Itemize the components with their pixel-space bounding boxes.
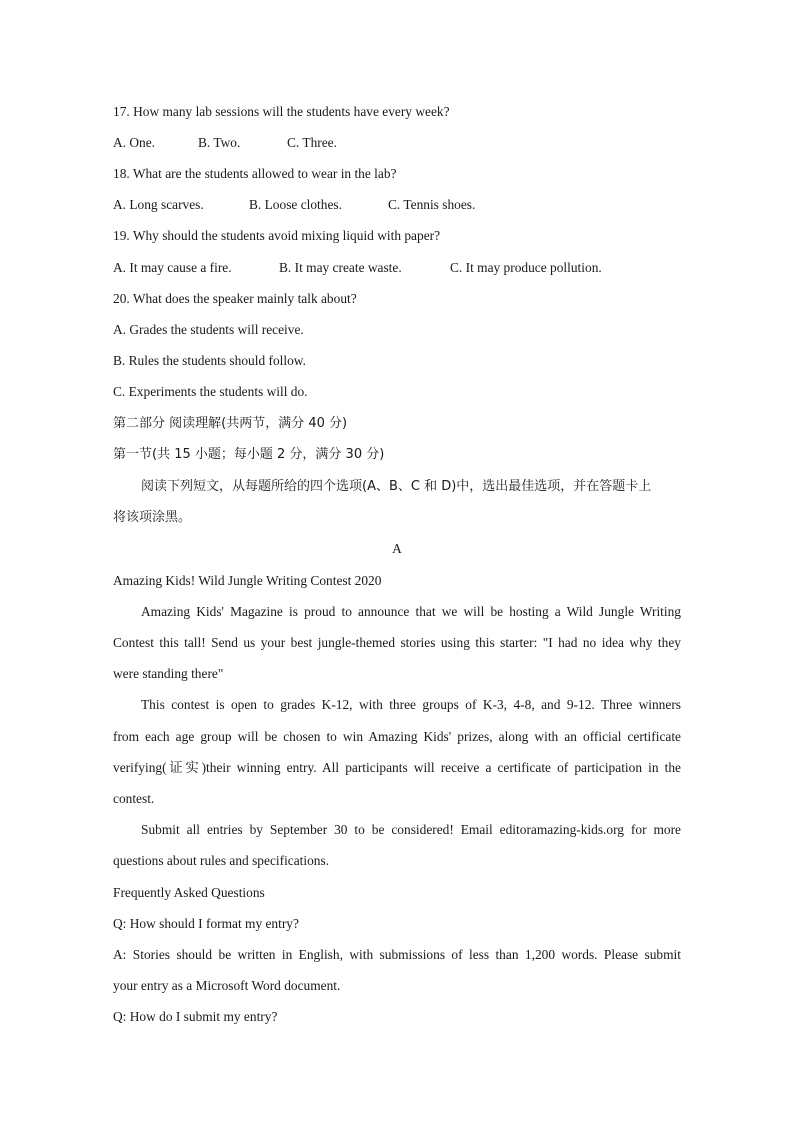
question-20-option-b: B. Rules the students should follow. [113,353,306,368]
question-20: 20. What does the speaker mainly talk about? [113,291,357,306]
faq-question-1: Q: How should I format my entry? [113,916,299,931]
option-b: B. Loose clothes. [249,197,342,212]
option-c: C. Three. [287,135,337,150]
question-19: 19. Why should the students avoid mixing liquid with paper? [113,228,441,243]
question-18: 18. What are the students allowed to wear in the lab? [113,166,397,181]
faq-answer-1-line-1: A: Stories should be written in English, with submissions of less than 1,200 words. Please submit [113,947,681,962]
option-b: B. Two. [198,135,241,150]
passage-letter: A [392,541,402,556]
paragraph-2-line-2: from each age group will be chosen to win Amazing Kids' prizes, along with an official certificate [113,729,681,744]
option-c: C. Tennis shoes. [388,197,476,212]
question-17-options [113,134,337,152]
faq-heading: Frequently Asked Questions [113,885,265,900]
paragraph-3-line-1: Submit all entries by September 30 to be considered! Email editoramazing-kids.org for more [141,822,681,837]
part2-heading: 第二部分 阅读理解(共两节，满分 40 分) [113,416,348,431]
paragraph-1-line-3: were standing there" [113,666,224,681]
paragraph-2-line-3: verifying(证实)their winning entry. All participants will receive a certificate of participation in the [113,760,681,775]
faq-question-2: Q: How do I submit my entry? [113,1009,278,1024]
question-17: 17. How many lab sessions will the students have every week? [113,104,450,119]
option-b: B. It may create waste. [279,260,402,275]
question-19-options [113,259,602,277]
paragraph-1-line-1: Amazing Kids' Magazine is proud to announce that we will be hosting a Wild Jungle Writing [141,604,681,619]
paragraph-1-line-2: Contest this tall! Send us your best jungle-themed stories using this starter: "I had no idea why they [113,635,681,650]
option-c: C. It may produce pollution. [450,260,602,275]
option-a: A. Long scarves. [113,197,204,212]
paragraph-3-line-2: questions about rules and specifications. [113,853,330,868]
question-20-option-a: A. Grades the students will receive. [113,322,304,337]
question-18-options [113,196,475,214]
option-a: A. It may cause a fire. [113,260,232,275]
section1-heading: 第一节(共 15 小题；每小题 2 分，满分 30 分) [113,447,385,462]
option-a: A. One. [113,135,156,150]
instructions-line-2: 将该项涂黑。 [113,510,192,525]
passage-title: Amazing Kids! Wild Jungle Writing Contest 2020 [113,573,382,588]
instructions-line-1: 阅读下列短文，从每题所给的四个选项(A、B、C 和 D)中，选出最佳选项，并在答题卡上 [141,479,652,494]
question-20-option-c: C. Experiments the students will do. [113,384,308,399]
paragraph-2-line-1: This contest is open to grades K-12, with three groups of K-3, 4-8, and 9-12. Three winners [141,697,681,712]
faq-answer-1-line-2: your entry as a Microsoft Word document. [113,978,341,993]
paragraph-2-line-4: contest. [113,791,155,806]
